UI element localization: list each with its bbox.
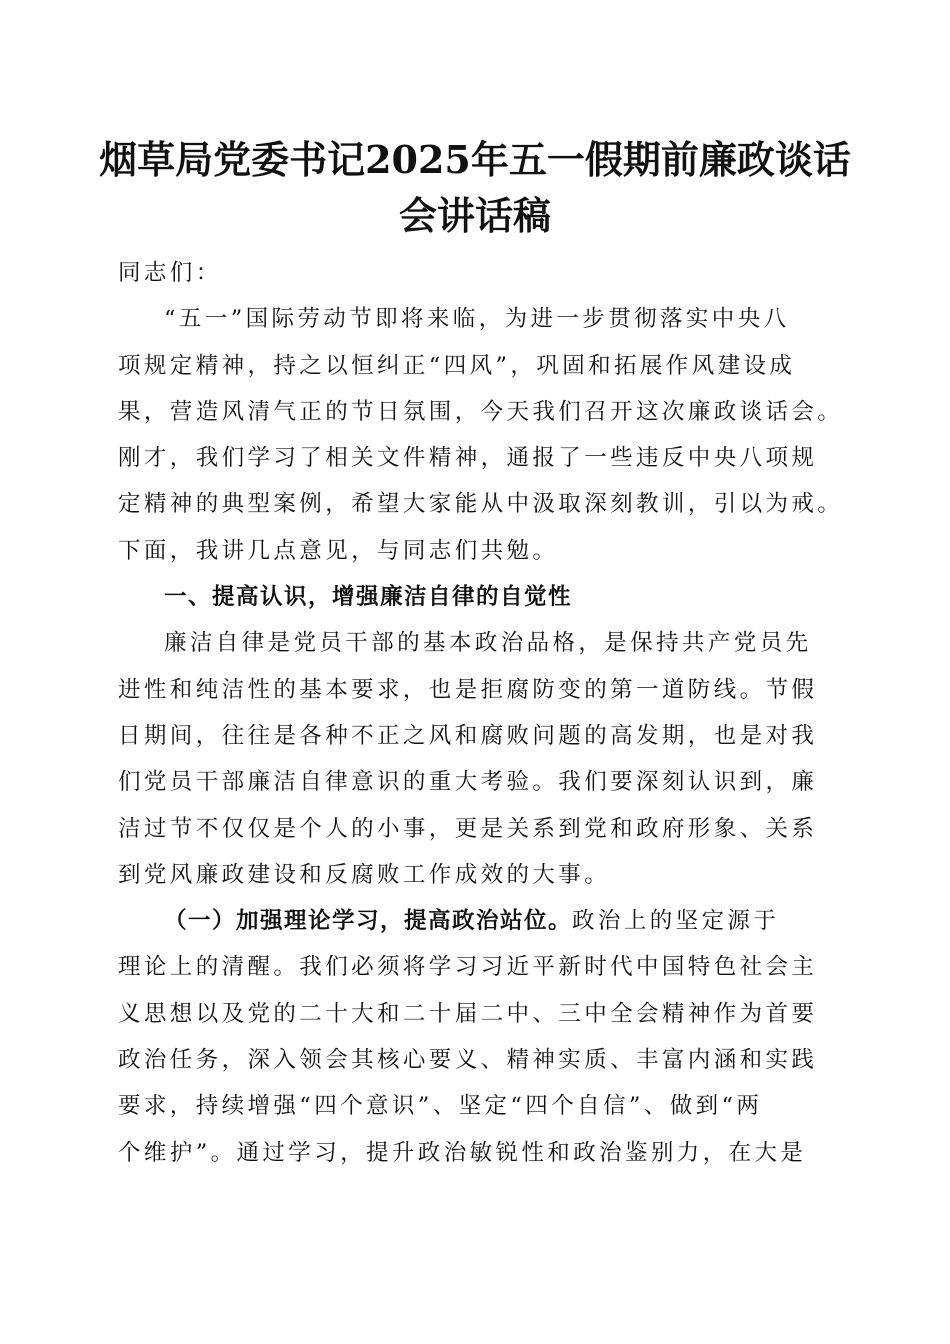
section-1-line: 廉洁自律是党员干部的基本政治品格，是保持共产党员先: [164, 630, 812, 657]
intro-line: 果，营造风清气正的节日氛围，今天我们召开这次廉政谈话会。: [118, 398, 844, 425]
intro-line: 项规定精神，持之以恒纠正“四风”，巩固和拓展作风建设成: [118, 352, 796, 379]
section-1-line: 进性和纯洁性的基本要求，也是拒腐防变的第一道防线。节假: [118, 676, 818, 703]
subsection-1-line: 个维护”。通过学习，提升政治敏锐性和政治鉴别力，在大是: [118, 1139, 807, 1166]
subsection-1-line: 理论上的清醒。我们必须将学习习近平新时代中国特色社会主: [118, 954, 818, 981]
subsection-1-first-line: [118, 898, 830, 944]
intro-line: 刚才，我们学习了相关文件精神，通报了一些违反中央八项规: [118, 445, 818, 472]
title-line-2: 会讲话稿: [398, 193, 551, 238]
subsection-1-line: 政治任务，深入领会其核心要义、精神实质、丰富内涵和实践: [118, 1047, 818, 1074]
document-body: [118, 250, 844, 1176]
section-1-line: 们党员干部廉洁自律意识的重大考验。我们要深刻认识到，廉: [118, 769, 818, 796]
section-1-line: 到党风廉政建设和反腐败工作成效的大事。: [118, 861, 611, 888]
subsection-1-first-text: 政治上的坚定源于: [572, 908, 780, 935]
intro-line: 定精神的典型案例，希望大家能从中汲取深刻教训，引以为戒。: [118, 491, 844, 518]
section-1-line: 日期间，往往是各种不正之风和腐败问题的高发期，也是对我: [118, 722, 818, 749]
intro-line: 下面，我讲几点意见，与同志们共勉。: [118, 537, 559, 564]
subsection-1-heading: （一）加强理论学习，提高政治站位。: [164, 908, 573, 935]
document-title: [95, 132, 855, 244]
section-1-heading: 一、提高认识，增强廉洁自律的自觉性: [164, 584, 573, 611]
title-line-1: 烟草局党委书记2025年五一假期前廉政谈话: [99, 137, 851, 182]
subsection-1-line: 要求，持续增强“四个意识”、坚定“四个自信”、做到“两: [118, 1093, 763, 1120]
subsection-1-line: 义思想以及党的二十大和二十届二中、三中全会精神作为首要: [118, 1000, 818, 1027]
salutation: 同志们：: [118, 260, 222, 286]
section-1-line: 洁过节不仅仅是个人的小事，更是关系到党和政府形象、关系: [118, 815, 818, 842]
intro-line: “五一”国际劳动节即将来临，为进一步贯彻落实中央八: [164, 306, 790, 333]
